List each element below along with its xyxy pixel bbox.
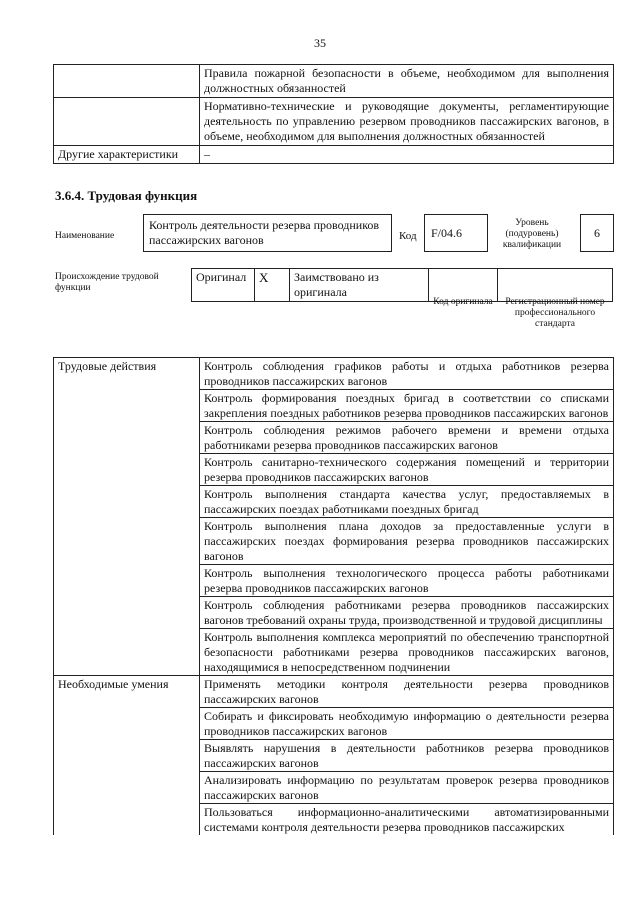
labor-action: Контроль соблюдения работниками резерва проводников пассажирских вагонов требований охраны труда, производственной и трудовой дисциплины <box>200 597 614 629</box>
labor-action: Контроль выполнения технологического процесса работы работниками резерва проводников пассажирских вагонов <box>200 565 614 597</box>
skill-item: Применять методики контроля деятельности резерва проводников пассажирских вагонов <box>200 676 614 708</box>
borrowed-label: Заимствовано из оригинала <box>290 269 429 302</box>
reg-caption: Регистрационный номер профессионального стандарта <box>505 297 605 329</box>
page-number: 35 <box>314 36 326 50</box>
skill-item: Собирать и фиксировать необходимую информацию о деятельности резерва проводников пассажирских вагонов <box>200 708 614 740</box>
original-mark: X <box>255 269 290 302</box>
function-name-box: Контроль деятельности резерва проводников пассажирских вагонов <box>143 214 392 252</box>
row-text: Правила пожарной безопасности в объеме, необходимом для выполнения должностных обязанностей <box>200 65 614 98</box>
level-value-box: 6 <box>580 214 614 252</box>
labor-action: Контроль соблюдения графиков работы и отдыха работников резерва проводников пассажирских вагонов <box>200 358 614 390</box>
labor-action: Контроль формирования поездных бригад в соответствии со списками закрепления поездных работников резерва проводников пассажирских вагонов <box>200 390 614 422</box>
table-row <box>54 65 614 98</box>
labor-action: Контроль соблюдения режимов рабочего времени и времени отдыха работниками резерва проводников пассажирских вагонов <box>200 422 614 454</box>
function-details-table <box>53 357 614 835</box>
row-label: Другие характеристики <box>54 146 200 164</box>
skills-label: Необходимые умения <box>54 676 200 836</box>
original-label: Оригинал <box>192 269 255 302</box>
labor-actions-label: Трудовые действия <box>54 358 200 676</box>
labor-action: Контроль выполнения плана доходов за предоставленные услуги в пассажирских поездах формирования резерва проводников пассажирских вагонов <box>200 518 614 565</box>
labor-action: Контроль санитарно-технического содержания помещений и территории резерва проводников пассажирских вагонов <box>200 454 614 486</box>
row-label <box>54 98 200 146</box>
table-row <box>54 676 614 708</box>
row-text: Нормативно-технические и руководящие документы, регламентирующие деятельность по управлению резервом проводников пассажирских вагонов, в объеме, необходимом для выполнения должностных обязанностей <box>200 98 614 146</box>
skill-item: Анализировать информацию по результатам проверок резерва проводников пассажирских вагонов <box>200 772 614 804</box>
table-row <box>54 146 614 164</box>
labor-action: Контроль выполнения стандарта качества услуг, предоставляемых в пассажирских поездах работниками поездных бригад <box>200 486 614 518</box>
table-row <box>54 98 614 146</box>
name-label: Наименование <box>55 231 115 241</box>
skill-item: Пользоваться информационно-аналитическими автоматизированными системами контроля деятельности резерва проводников пассажирских <box>200 804 614 836</box>
labor-action: Контроль выполнения комплекса мероприятий по обеспечению транспортной безопасности работниками резерва проводников пассажирских вагонов, находящимися в непосредственном подчинении <box>200 629 614 676</box>
section-heading: 3.6.4. Трудовая функция <box>55 188 198 203</box>
function-code-box: F/04.6 <box>424 214 488 252</box>
code-caption: Код оригинала <box>433 297 493 307</box>
origin-label: Происхождение трудовой функции <box>55 272 159 293</box>
knowledge-table-continuation <box>53 64 614 164</box>
table-row <box>54 358 614 390</box>
row-label <box>54 65 200 98</box>
level-label: Уровень (подуровень) квалификации <box>502 218 562 250</box>
row-text: – <box>200 146 614 164</box>
code-label: Код <box>399 230 417 242</box>
skill-item: Выявлять нарушения в деятельности работников резерва проводников пассажирских вагонов <box>200 740 614 772</box>
